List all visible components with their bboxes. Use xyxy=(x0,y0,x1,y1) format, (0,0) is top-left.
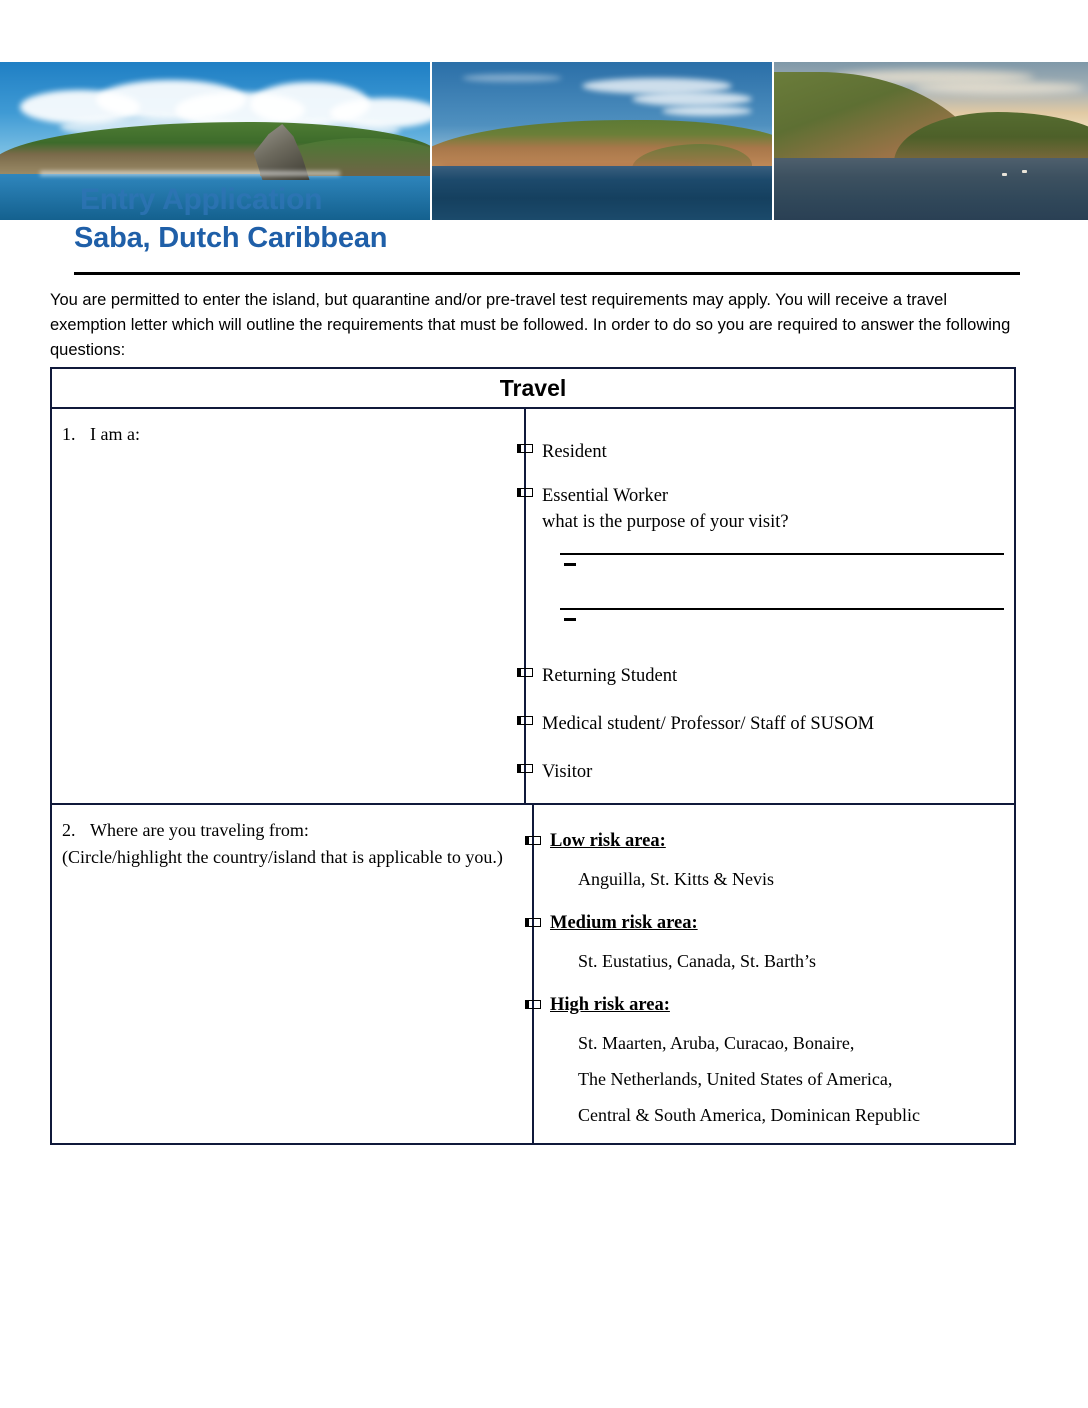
checkbox-icon[interactable] xyxy=(528,999,550,1013)
question-1-answers xyxy=(526,409,1014,803)
option-returning-student[interactable] xyxy=(532,663,1004,689)
photo3-cloud xyxy=(914,82,1084,94)
high-risk-country-list-3[interactable]: Central & South America, Dominican Republic xyxy=(578,1105,920,1125)
photo3-boat xyxy=(1022,170,1027,173)
table-row xyxy=(52,803,1014,1143)
risk-heading: Low risk area: xyxy=(550,831,666,851)
purpose-blank-lines xyxy=(560,553,1004,621)
checkbox-icon[interactable] xyxy=(520,443,542,457)
overlay-title: Entry Application xyxy=(80,183,323,216)
option-high-risk-area[interactable] xyxy=(540,995,1004,1016)
travel-form-table xyxy=(50,367,1016,1145)
checkbox-icon[interactable] xyxy=(520,487,542,501)
option-label: Visitor xyxy=(542,762,593,782)
option-low-risk-area[interactable] xyxy=(540,831,1004,852)
checkbox-icon[interactable] xyxy=(520,667,542,681)
question-1-number: 1. xyxy=(62,424,76,444)
medium-risk-country-list[interactable]: St. Eustatius, Canada, St. Barth’s xyxy=(578,951,816,971)
blank-write-line[interactable] xyxy=(560,608,1004,610)
banner-photo-2 xyxy=(432,62,772,220)
option-label: Medical student/ Professor/ Staff of SUSOM xyxy=(542,714,875,734)
photo2-cloud xyxy=(632,92,752,106)
question-1-text: I am a: xyxy=(90,424,140,444)
page-title: Saba, Dutch Caribbean xyxy=(74,222,388,254)
option-medium-risk-area[interactable] xyxy=(540,913,1004,934)
banner-photo-3 xyxy=(774,62,1088,220)
option-sub-question: what is the purpose of your visit? xyxy=(542,512,789,532)
photo2-cloud xyxy=(462,74,562,82)
photo3-boat xyxy=(1002,173,1007,176)
checkbox-icon[interactable] xyxy=(520,763,542,777)
option-label-group xyxy=(542,483,789,535)
question-2-cell xyxy=(52,805,534,1143)
question-1-cell xyxy=(52,409,526,803)
option-visitor[interactable] xyxy=(532,759,1004,785)
line-dash-mark xyxy=(564,563,576,566)
question-2-subtext: (Circle/highlight the country/island that is applicable to you.) xyxy=(62,847,503,867)
photo3-sea xyxy=(774,158,1088,220)
question-2-number: 2. xyxy=(62,820,76,840)
photo2-cloud xyxy=(662,106,752,116)
blank-write-line[interactable] xyxy=(560,553,1004,555)
option-resident[interactable] xyxy=(532,439,1004,465)
photo2-sea xyxy=(432,166,772,220)
intro-paragraph: You are permitted to enter the island, but quarantine and/or pre-travel test requirements may apply. You will receive a travel exemption letter which will outline the requirements that must be followed. In order to do so you are required to answer the following questions: xyxy=(50,291,1011,359)
option-label: Returning Student xyxy=(542,666,678,686)
risk-heading: High risk area: xyxy=(550,995,670,1015)
title-divider xyxy=(74,272,1020,275)
option-essential-worker[interactable] xyxy=(532,483,1004,535)
low-risk-country-list[interactable]: Anguilla, St. Kitts & Nevis xyxy=(578,869,775,889)
table-row xyxy=(52,409,1014,803)
question-2-answers xyxy=(534,805,1014,1143)
risk-heading: Medium risk area: xyxy=(550,913,698,933)
high-risk-country-list-1[interactable]: St. Maarten, Aruba, Curacao, Bonaire, xyxy=(578,1033,855,1053)
question-2-text: Where are you traveling from: xyxy=(90,820,309,840)
checkbox-icon[interactable] xyxy=(520,715,542,729)
table-header-travel: Travel xyxy=(52,369,1014,409)
line-dash-mark xyxy=(564,618,576,621)
high-risk-country-list-2[interactable]: The Netherlands, United States of America, xyxy=(578,1069,893,1089)
option-label: Essential Worker xyxy=(542,486,669,506)
option-medical-staff[interactable] xyxy=(532,711,1004,737)
checkbox-icon[interactable] xyxy=(528,917,550,931)
option-label: Resident xyxy=(542,442,607,462)
checkbox-icon[interactable] xyxy=(528,835,550,849)
